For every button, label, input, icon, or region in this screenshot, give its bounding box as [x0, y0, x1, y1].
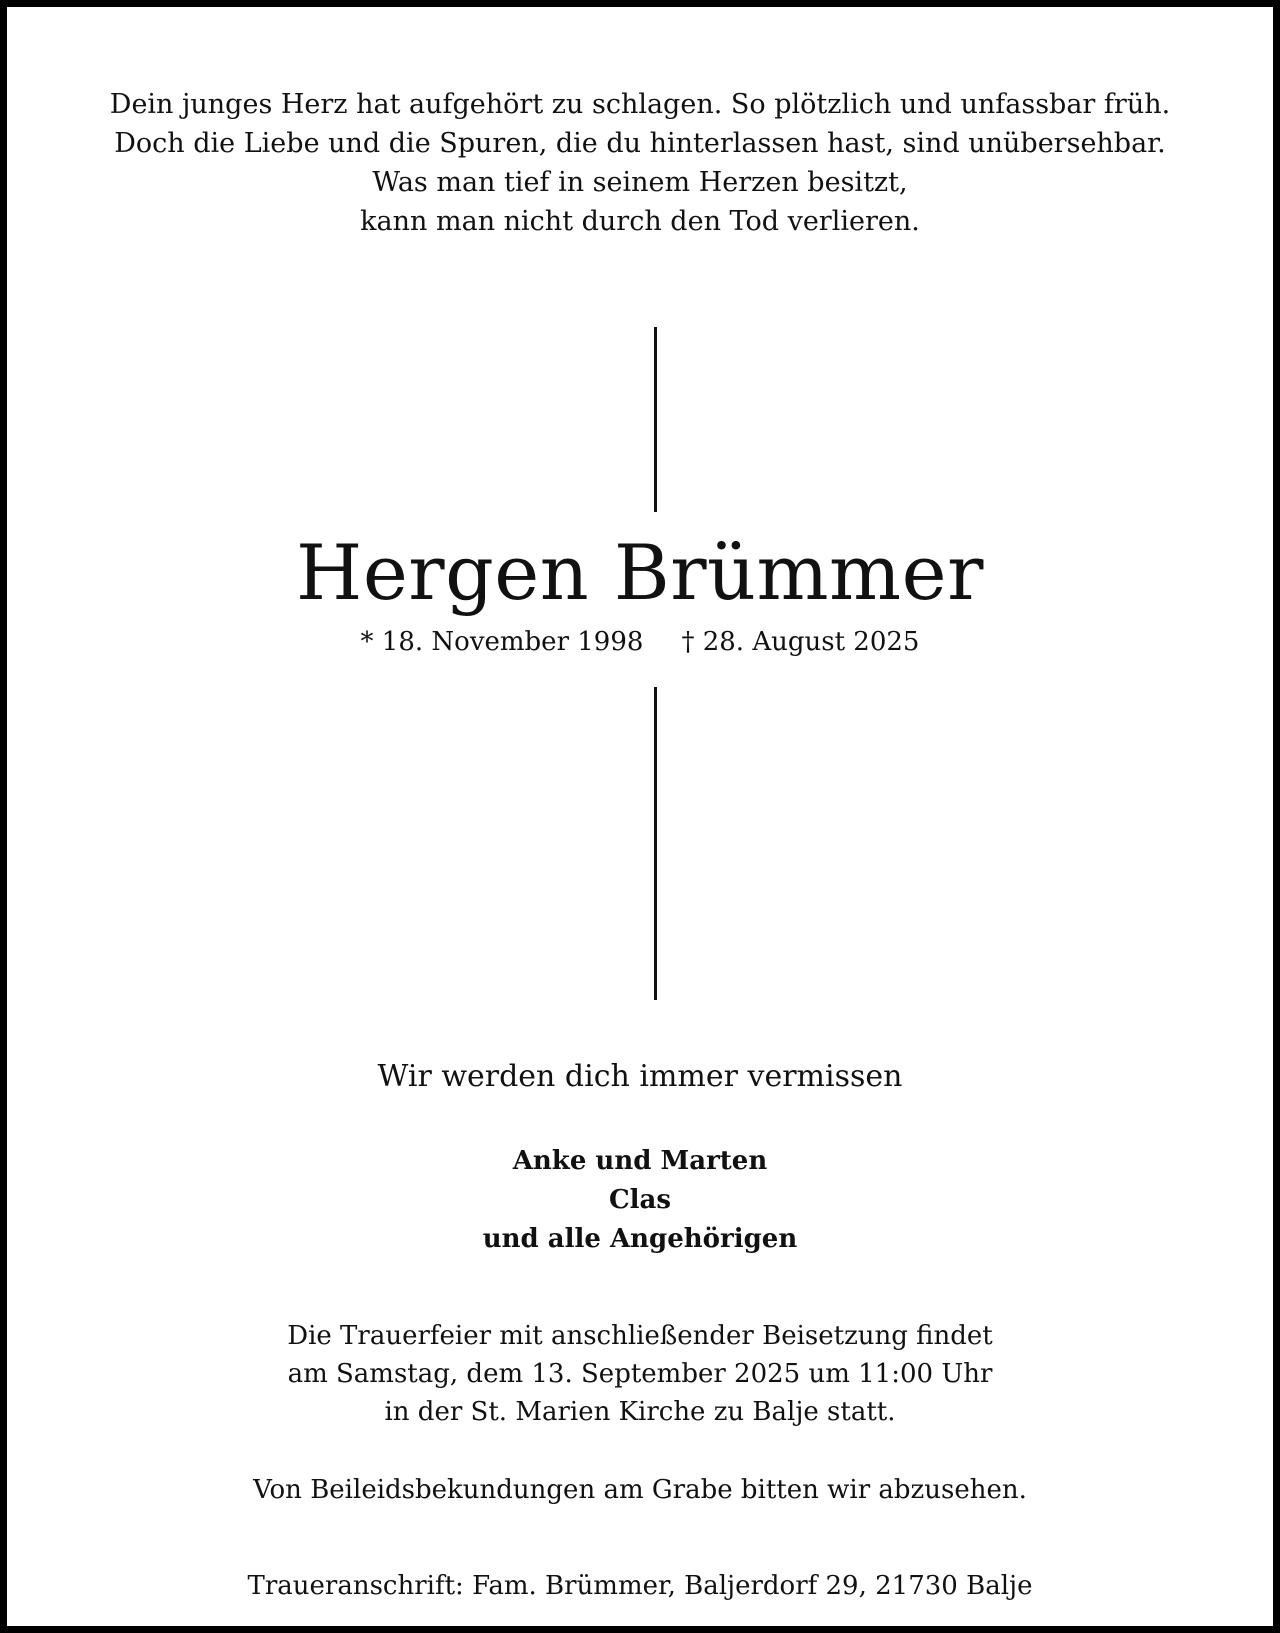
funeral-line: Die Trauerfeier mit anschließender Beisetzung findet	[287, 1321, 993, 1351]
opening-quote	[7, 85, 1273, 241]
life-dates	[7, 624, 1273, 660]
funeral-details	[7, 1317, 1273, 1431]
mourner-name: Anke und Marten	[512, 1146, 768, 1176]
funeral-line: in der St. Marien Kirche zu Balje statt.	[384, 1397, 896, 1427]
death-date: † 28. August 2025	[681, 627, 920, 657]
farewell-text: Wir werden dich immer vermissen	[377, 1059, 903, 1094]
quote-line: kann man nicht durch den Tod verlieren.	[360, 206, 920, 237]
quote-line: Doch die Liebe und die Spuren, die du hinterlassen hast, sind unübersehbar.	[114, 128, 1166, 159]
cross-line-top	[654, 327, 657, 512]
quote-line: Dein junges Herz hat aufgehört zu schlagen. So plötzlich und unfassbar früh.	[109, 89, 1171, 120]
quote-line: Was man tief in seinem Herzen besitzt,	[372, 167, 908, 198]
deceased-name: Hergen Brümmer	[296, 528, 984, 617]
condolence-note: Von Beileidsbekundungen am Grabe bitten wir abzusehen.	[253, 1475, 1027, 1505]
mourner-name: Clas	[608, 1185, 672, 1215]
mourner-name: und alle Angehörigen	[482, 1224, 798, 1254]
cross-line-bottom	[654, 687, 657, 1000]
birth-date: * 18. November 1998	[360, 627, 644, 657]
mourners-list	[7, 1142, 1273, 1259]
funeral-line: am Samstag, dem 13. September 2025 um 11:00 Uhr	[287, 1359, 993, 1389]
mourning-address: Traueranschrift: Fam. Brümmer, Baljerdorf 29, 21730 Balje	[247, 1571, 1033, 1601]
